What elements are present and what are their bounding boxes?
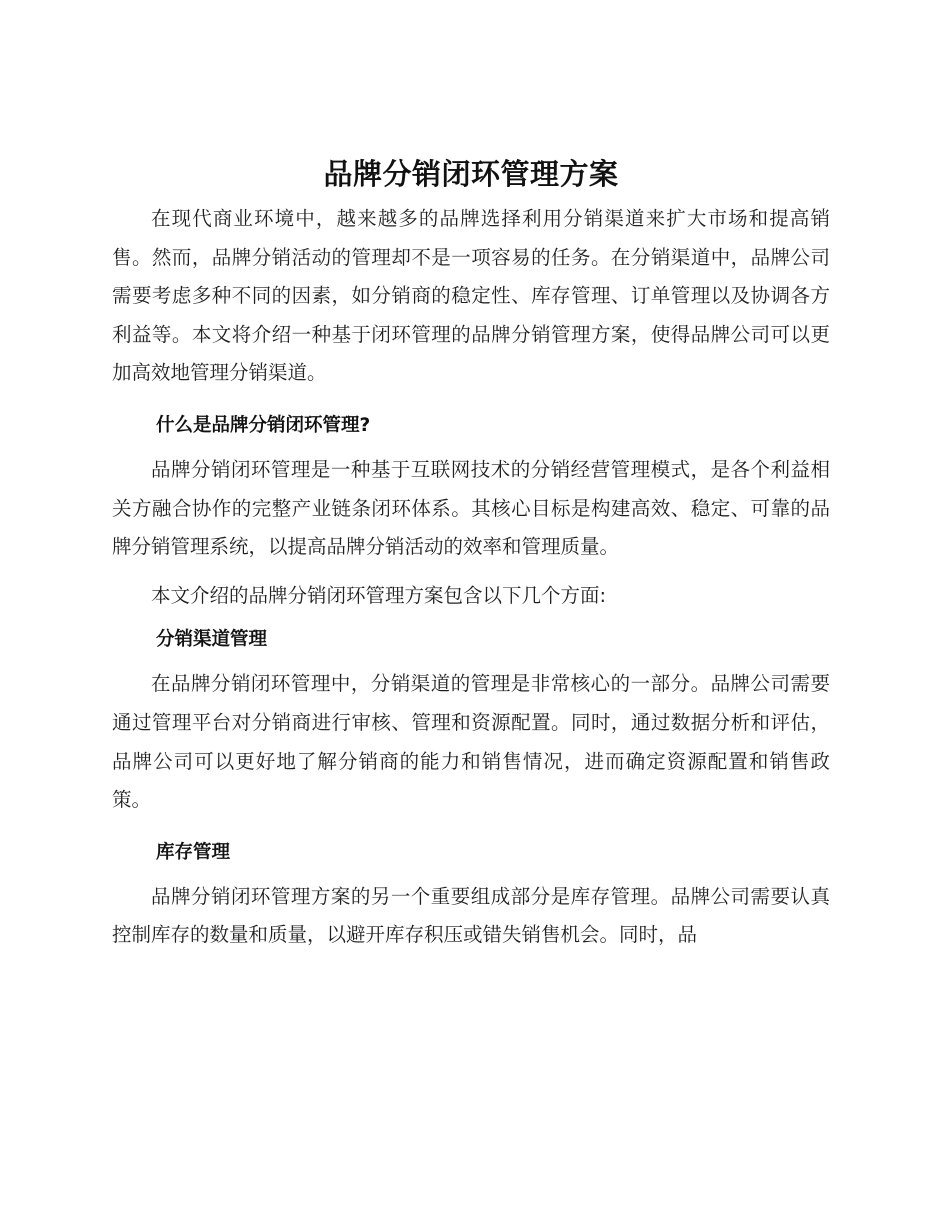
section-paragraph-definition: 品牌分销闭环管理是一种基于互联网技术的分销经营管理模式，是各个利益相关方融合协作的完整产业链条闭环体系。其核心目标是构建高效、稳定、可靠的品牌分销管理系统，以提高品牌分销活动的效率和管理质量。 [112,457,830,559]
section-heading-channel: 分销渠道管理 [156,629,268,651]
section-paragraph-inventory: 品牌分销闭环管理方案的另一个重要组成部分是库存管理。品牌公司需要认真控制库存的数量和质量，以避开库存积压或错失销售机会。同时，品 [112,884,830,947]
spacer [112,567,830,577]
section-heading-inventory: 库存管理 [156,841,231,863]
spacer [112,655,830,665]
spacer [112,393,830,411]
intro-paragraph: 在现代商业环境中，越来越多的品牌选择利用分销渠道来扩大市场和提高销售。然而，品牌分销活动的管理却不是一项容易的任务。在分销渠道中，品牌公司需要考虑多种不同的因素，如分销商的稳定性、库存管理、订单管理以及协调各方利益等。本文将介绍一种基于闭环管理的品牌分销管理方案，使得品牌公司可以更加高效地管理分销渠道。 [112,207,830,385]
spacer [112,615,830,625]
section-paragraph-channel: 在品牌分销闭环管理中，分销渠道的管理是非常核心的一部分。品牌公司需要通过管理平台对分销商进行审核、管理和资源配置。同时，通过数据分析和评估，品牌公司可以更好地了解分销商的能力和销售情况，进而确定资源配置和销售政策。 [112,672,830,812]
document-title: 品牌分销闭环管理方案 [323,157,619,191]
section-paragraph-overview: 本文介绍的品牌分销闭环管理方案包含以下几个方面: [151,583,607,607]
spacer [112,441,830,451]
spacer [112,868,830,878]
spacer [112,820,830,838]
section-heading-what-is: 什么是品牌分销闭环管理? [156,414,371,436]
document-page [112,148,830,955]
